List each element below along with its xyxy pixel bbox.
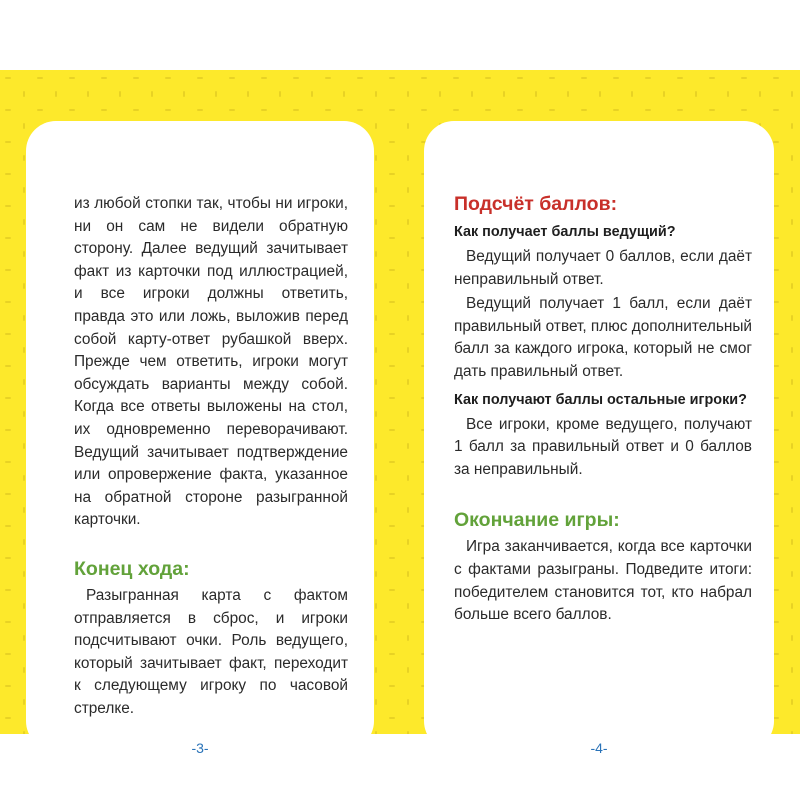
- booklet-spread: [0, 70, 800, 756]
- page-3-card: [26, 121, 374, 756]
- host-scoring-question: Как получает баллы ведущий?: [454, 224, 676, 240]
- page-number-3: -3-: [176, 737, 224, 763]
- end-of-turn-paragraph: Разыгранная карта с фактом отправляется в сброс, и игроки подсчитывают очки. Роль ведущего, который зачитывает факт, переходит к следующему игроку по часовой стрелке.: [74, 586, 348, 717]
- page-4-card: [424, 121, 774, 756]
- game-end-paragraph: Игра заканчивается, когда все карточки с фактами разыграны. Подведите итоги: победителем становится тот, кто набрал больше всего баллов.: [454, 538, 752, 624]
- intro-paragraph: из любой стопки так, чтобы ни игроки, ни он сам не видели обратную сторону. Далее ведущий зачитывает факт из карточки под иллюстрацией, и все игроки должны ответить, правда это или ложь, выложив перед собой карту-ответ рубашкой вверх. Прежде чем ответить, игроки могут обсуждать варианты между собой. Когда все ответы выложены на стол, их одновременно переворачивают. Ведущий зачитывает подтверждение или опровержение факта, указанное на обратной стороне разыгранной карточки.: [74, 195, 348, 529]
- scoring-heading: Подсчёт баллов:: [454, 193, 618, 215]
- page-number-4: -4-: [575, 737, 623, 763]
- host-one-point-paragraph: Ведущий получает 1 балл, если даёт правильный ответ, плюс дополнительный балл за каждого игрока, который не смог дать правильный ответ.: [454, 295, 752, 380]
- end-of-turn-heading: Конец хода:: [74, 557, 190, 580]
- host-zero-points-paragraph: Ведущий получает 0 баллов, если даёт неправильный ответ.: [454, 248, 752, 288]
- others-scoring-paragraph: Все игроки, кроме ведущего, получают 1 балл за правильный ответ и 0 баллов за неправильный.: [454, 415, 752, 478]
- game-end-heading: Окончание игры:: [454, 509, 620, 532]
- others-scoring-question: Как получают баллы остальные игроки?: [454, 391, 747, 408]
